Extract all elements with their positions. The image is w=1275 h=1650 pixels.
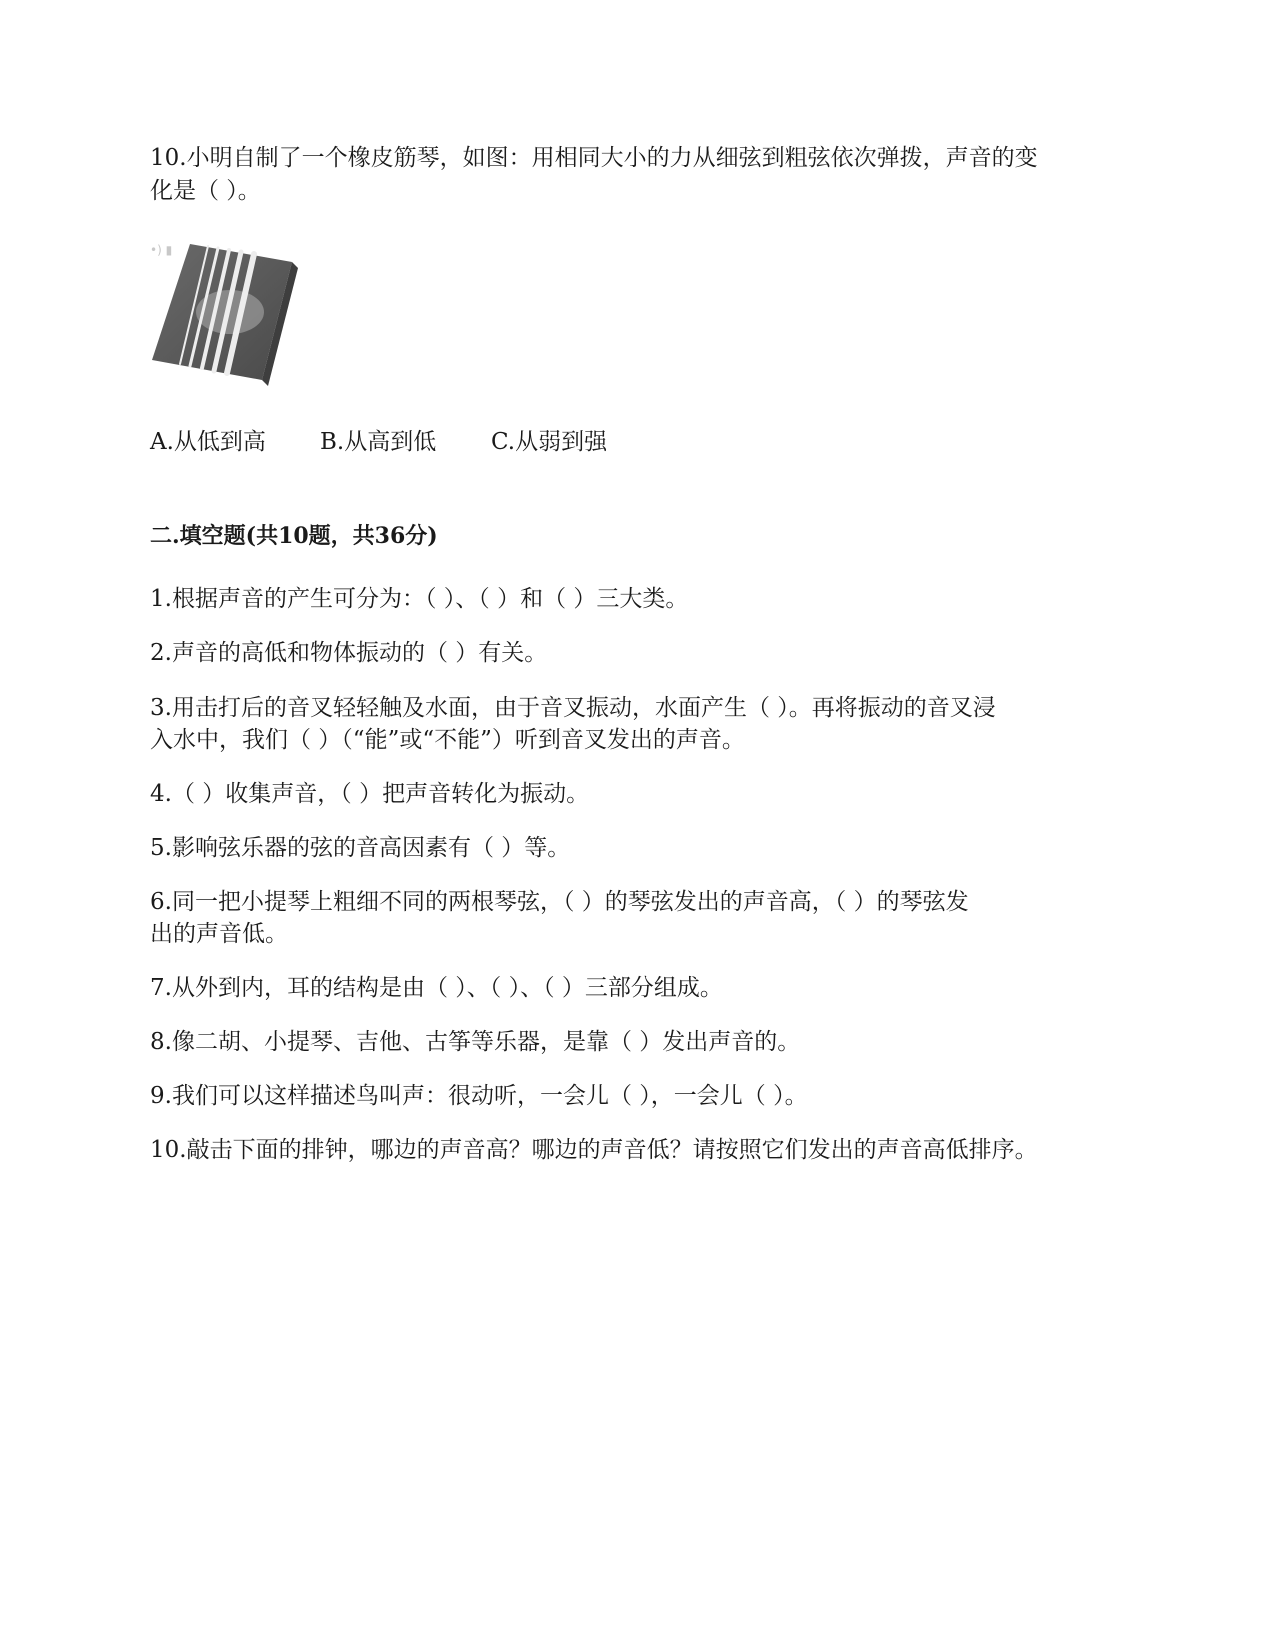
fill-question-6-line-2: 出的声音低。 (150, 921, 288, 947)
fill-question-9: 9.我们可以这样描述鸟叫声：很动听，一会儿（ ），一会儿（ ）。 (150, 1083, 808, 1109)
fill-question-1: 1.根据声音的产生可分为：（ ）、（ ）和（ ）三大类。 (150, 586, 689, 612)
fill-question-7: 7.从外到内，耳的结构是由（ ）、（ ）、（ ）三部分组成。 (150, 975, 723, 1001)
rubber-band-guitar-image (150, 240, 310, 390)
faint-background-marks: •) ▮ (150, 243, 173, 257)
fill-question-3-line-2: 入水中，我们（ ）（“能”或“不能”）听到音叉发出的声音。 (150, 727, 745, 753)
fill-question-4: 4.（ ）收集声音，（ ）把声音转化为振动。 (150, 781, 590, 807)
section-2-heading: 二.填空题(共10题，共36分) (150, 523, 438, 549)
fill-question-3-line-1: 3.用击打后的音叉轻轻触及水面，由于音叉振动，水面产生（ ）。再将振动的音叉浸 (150, 695, 996, 721)
question-10-options (150, 426, 1130, 459)
option-a: A.从低到高 (150, 429, 266, 455)
option-b: B.从高到低 (320, 429, 437, 455)
fill-question-5: 5.影响弦乐器的弦的音高因素有（ ）等。 (150, 835, 571, 861)
fill-question-2: 2.声音的高低和物体振动的（ ）有关。 (150, 640, 548, 666)
fill-question-8: 8.像二胡、小提琴、吉他、古筝等乐器，是靠（ ）发出声音的。 (150, 1029, 801, 1055)
question-10-text-line-1: 10.小明自制了一个橡皮筋琴，如图：用相同大小的力从细弦到粗弦依次弹拨，声音的变 (150, 145, 1038, 171)
fill-question-10: 10.敲击下面的排钟，哪边的声音高？哪边的声音低？请按照它们发出的声音高低排序。 (150, 1137, 1038, 1163)
question-10-text-line-2: 化是（ ）。 (150, 178, 261, 204)
fill-question-6-line-1: 6.同一把小提琴上粗细不同的两根琴弦，（ ）的琴弦发出的声音高，（ ）的琴弦发 (150, 889, 969, 915)
option-c: C.从弱到强 (491, 429, 608, 455)
